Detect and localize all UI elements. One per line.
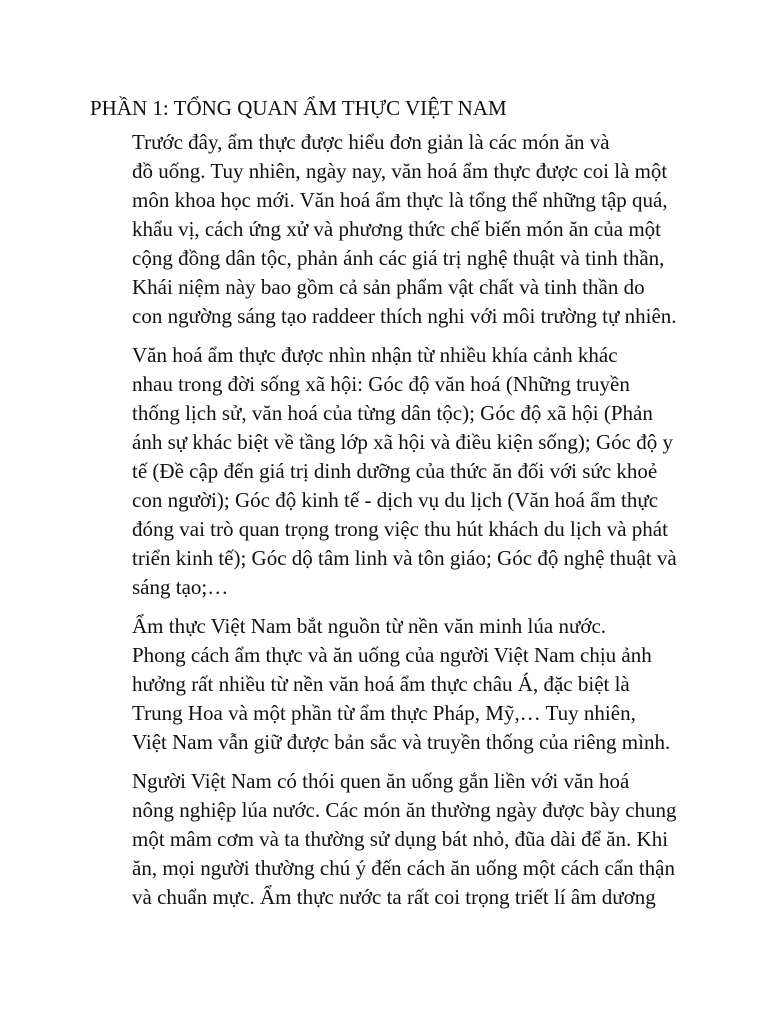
text-line: và chuẩn mực. Ẩm thực nước ta rất coi trọng triết lí âm dương xyxy=(132,885,656,909)
text-line: hưởng rất nhiều từ nền văn hoá ẩm thực châu Á, đặc biệt là xyxy=(132,672,630,696)
text-line: đồ uống. Tuy nhiên, ngày nay, văn hoá ẩm thực được coi là một xyxy=(132,159,668,183)
paragraph-4 xyxy=(90,767,680,912)
paragraph-3 xyxy=(90,612,680,757)
text-line: Người Việt Nam có thói quen ăn uống gắn liền với văn hoá xyxy=(132,769,630,793)
text-line: Trung Hoa và một phần từ ẩm thực Pháp, Mỹ,… Tuy nhiên, xyxy=(132,701,636,725)
text-line: Việt Nam vẫn giữ được bản sắc và truyền thống của riêng mình. xyxy=(132,730,671,754)
paragraph-1 xyxy=(90,128,680,331)
text-line: triển kinh tế); Góc dộ tâm linh và tôn giáo; Góc độ nghệ thuật và xyxy=(132,546,677,570)
text-line: con ngường sáng tạo raddeer thích nghi với môi trường tự nhiên. xyxy=(132,304,677,328)
text-line: Trước đây, ẩm thực được hiểu đơn giản là các món ăn và xyxy=(132,130,610,154)
text-line: con người); Góc độ kinh tế - dịch vụ du lịch (Văn hoá ẩm thực xyxy=(132,488,659,512)
text-line: sáng tạo;… xyxy=(132,575,229,599)
text-line: một mâm cơm và ta thường sử dụng bát nhỏ, đũa dài để ăn. Khi xyxy=(132,827,669,851)
text-line: ăn, mọi người thường chú ý đến cách ăn uống một cách cẩn thận xyxy=(132,856,675,880)
text-line: Ẩm thực Việt Nam bắt nguồn từ nền văn minh lúa nước. xyxy=(132,614,607,638)
text-line: Khái niệm này bao gồm cả sản phẩm vật chất và tinh thần do xyxy=(132,275,645,299)
section-heading: PHẦN 1: TỔNG QUAN ẨM THỰC VIỆT NAM xyxy=(90,96,507,120)
text-line: nhau trong đời sống xã hội: Góc độ văn hoá (Những truyền xyxy=(132,372,630,396)
text-line: Phong cách ẩm thực và ăn uống của người Việt Nam chịu ảnh xyxy=(132,643,652,667)
text-line: ánh sự khác biệt về tầng lớp xã hội và điều kiện sống); Góc độ y xyxy=(132,430,673,454)
text-line: nông nghiệp lúa nước. Các món ăn thường ngày được bày chung xyxy=(132,798,677,822)
text-line: tế (Đề cập đến giá trị dinh dưỡng của thức ăn đối với sức khoẻ xyxy=(132,459,658,483)
text-line: môn khoa học mới. Văn hoá ẩm thực là tổng thể những tập quá, xyxy=(132,188,668,212)
text-line: thống lịch sử, văn hoá của từng dân tộc); Góc độ xã hội (Phản xyxy=(132,401,653,425)
text-line: khẩu vị, cách ứng xử và phương thức chế biến món ăn của một xyxy=(132,217,661,241)
text-line: đóng vai trò quan trọng trong việc thu hút khách du lịch và phát xyxy=(132,517,668,541)
document-body xyxy=(90,94,680,922)
text-line: cộng đồng dân tộc, phản ánh các giá trị nghệ thuật và tinh thần, xyxy=(132,246,665,270)
text-line: Văn hoá ẩm thực được nhìn nhận từ nhiều khía cảnh khác xyxy=(132,343,618,367)
paragraph-2 xyxy=(90,341,680,602)
